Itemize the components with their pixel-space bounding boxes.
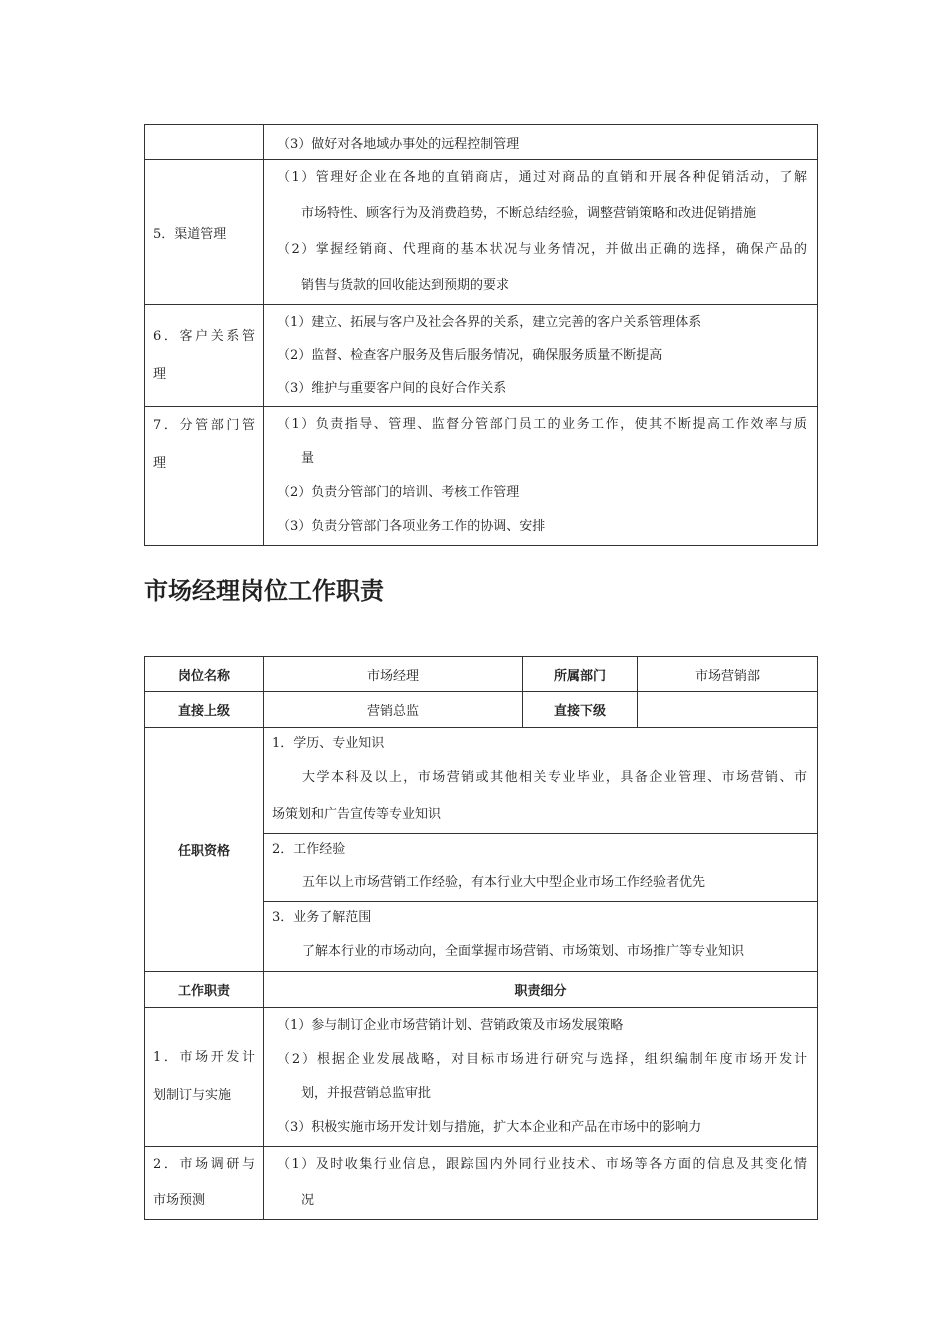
qualification-text: 大学本科及以上，市场营销或其他相关专业毕业，具备企业管理、市场营销、市 (302, 769, 807, 785)
qualification-label: 任职资格 (145, 728, 264, 972)
duty-line: （1）管理好企业在各地的直销商店，通过对商品的直销和开展各种促销活动，了解 (277, 170, 807, 185)
duty-line: 市场特性、顾客行为及消费趋势，不断总结经验，调整营销策略和改进促销措施 (301, 206, 757, 221)
duty-line: （2）负责分管部门的培训、考核工作管理 (277, 485, 520, 500)
duty-header: 工作职责 (145, 972, 264, 1008)
duty-line: 销售与货款的回收能达到预期的要求 (301, 278, 510, 293)
job-description-table (144, 656, 818, 1220)
duty-table-continued (144, 124, 818, 546)
duty-line: 划，并报营销总监审批 (301, 1086, 432, 1101)
duty-line: （3）负责分管部门各项业务工作的协调、安排 (277, 519, 546, 534)
section-title: 市场经理岗位工作职责 (144, 577, 384, 605)
duty-line: （1）建立、拓展与客户及社会各界的关系，建立完善的客户关系管理体系 (277, 315, 702, 330)
duty-line: （1）负责指导、管理、监督分管部门员工的业务工作，使其不断提高工作效率与质 (277, 417, 807, 432)
duty-line: 况 (301, 1193, 315, 1208)
row-label-channel: 5．渠道管理 (145, 160, 264, 305)
duty-line: （2）监督、检查客户服务及售后服务情况，确保服务质量不断提高 (277, 348, 663, 363)
subordinate-label: 直接下级 (523, 692, 638, 728)
row-label-empty (145, 125, 264, 160)
duty-line: （1）参与制订企业市场营销计划、营销政策及市场发展策略 (277, 1018, 624, 1033)
row-label-market-plan-cont: 划制订与实施 (153, 1088, 232, 1103)
subordinate-value (638, 692, 818, 728)
row-label-market-plan: 1．市场开发计 (153, 1050, 255, 1065)
duty-line: 量 (301, 451, 315, 466)
duty-line: （3）积极实施市场开发计划与措施，扩大本企业和产品在市场中的影响力 (277, 1120, 702, 1135)
duty-line: （2）根据企业发展战略，对目标市场进行研究与选择，组织编制年度市场开发计 (277, 1052, 807, 1067)
duty-line: （3）做好对各地域办事处的远程控制管理 (277, 136, 520, 152)
qualification-text: 五年以上市场营销工作经验，有本行业大中型企业市场工作经验者优先 (302, 874, 706, 890)
duty-line: （3）维护与重要客户间的良好合作关系 (277, 381, 507, 396)
post-name-label: 岗位名称 (145, 657, 264, 692)
row-label-research-cont: 市场预测 (153, 1193, 206, 1208)
dept-value: 市场营销部 (638, 657, 818, 692)
post-name-value: 市场经理 (264, 657, 523, 692)
row-label-research: 2．市场调研与 (153, 1157, 255, 1172)
row-label-crm: 6．客户关系管 (153, 328, 255, 344)
dept-label: 所属部门 (523, 657, 638, 692)
detail-header: 职责细分 (264, 972, 818, 1008)
row-label-dept-cont: 理 (153, 456, 167, 471)
qualification-text: 了解本行业的市场动向，全面掌握市场营销、市场策划、市场推广等专业知识 (302, 943, 745, 959)
qualification-heading: 2．工作经验 (272, 841, 346, 857)
superior-value: 营销总监 (264, 692, 523, 728)
duty-line: （2）掌握经销商、代理商的基本状况与业务情况，并做出正确的选择，确保产品的 (277, 242, 807, 257)
superior-label: 直接上级 (145, 692, 264, 728)
qualification-heading: 3．业务了解范围 (272, 909, 372, 925)
row-label-dept: 7．分管部门管 (153, 418, 255, 433)
duty-line: （1）及时收集行业信息，跟踪国内外同行业技术、市场等各方面的信息及其变化情 (277, 1157, 807, 1172)
row-label-crm-cont: 理 (153, 366, 167, 382)
qualification-heading: 1．学历、专业知识 (272, 735, 385, 751)
qualification-text: 场策划和广告宣传等专业知识 (272, 806, 442, 822)
